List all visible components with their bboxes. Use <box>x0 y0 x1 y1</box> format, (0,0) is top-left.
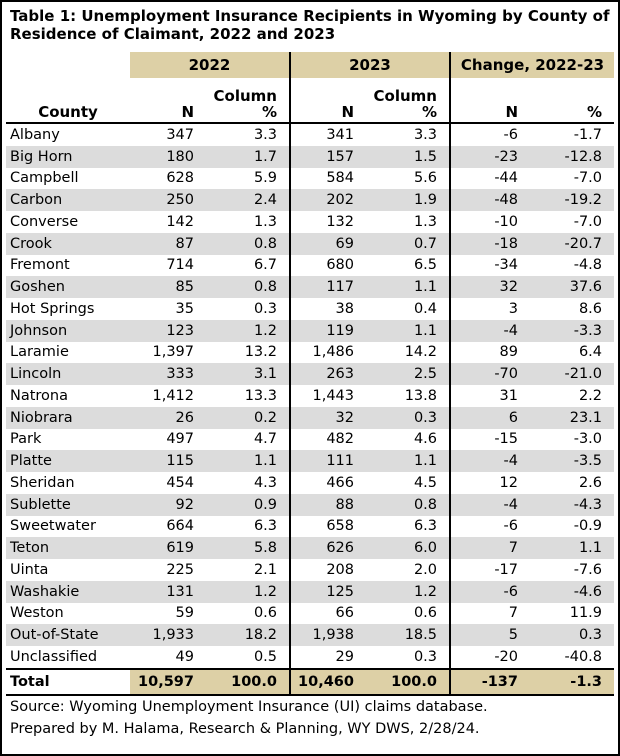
column-pct-2022-header <box>210 78 290 123</box>
change-pct-cell: 23.1 <box>534 407 614 429</box>
pct-2022-cell: 1.2 <box>210 581 290 603</box>
pct-2022-cell: 3.3 <box>253 126 277 143</box>
n-2022-cell: 26 <box>130 407 210 429</box>
county-cell: Natrona <box>10 387 69 404</box>
pct-2022-cell: 0.3 <box>253 300 277 317</box>
change-pct-cell: -19.2 <box>534 189 614 211</box>
change-n-cell: 7 <box>450 603 534 625</box>
change-pct-cell: -21.0 <box>534 363 614 385</box>
pct-2022-cell: 0.9 <box>210 494 290 516</box>
pct-2022-cell: 1.7 <box>210 146 290 168</box>
total-change-pct: -1.3 <box>534 669 614 695</box>
table-row <box>6 494 614 516</box>
county-cell: Laramie <box>10 344 69 361</box>
change-pct-cell: 2.2 <box>578 387 603 404</box>
change-n-cell: -4 <box>450 450 534 472</box>
pct-2022-cell: 0.8 <box>210 233 290 255</box>
change-n-cell: -6 <box>450 581 534 603</box>
pct-2023-cell: 1.9 <box>370 189 450 211</box>
table-row <box>6 624 614 646</box>
table-row <box>6 255 614 277</box>
county-cell: Sheridan <box>10 474 75 491</box>
n-2022-cell: 85 <box>130 276 210 298</box>
change-n-cell: 31 <box>450 385 534 407</box>
total-change-n: -137 <box>450 669 534 695</box>
county-column-header: County <box>6 78 130 123</box>
county-cell: Uinta <box>10 561 49 578</box>
pct-2022-cell: 0.6 <box>253 605 277 622</box>
pct-2023-cell: 1.1 <box>370 276 450 298</box>
change-pct-cell: 0.3 <box>534 624 614 646</box>
change-n-cell: -17 <box>450 559 534 581</box>
pct-2023-cell: 1.3 <box>413 213 437 230</box>
n-2023-cell: 32 <box>290 407 370 429</box>
pct-2023-cell: 1.1 <box>370 450 450 472</box>
n-2022-cell: 225 <box>166 561 194 578</box>
change-n-header: N <box>450 78 534 123</box>
change-pct-cell: -7.0 <box>573 170 603 187</box>
county-cell: Niobrara <box>6 407 130 429</box>
column-header-row <box>6 78 614 123</box>
n-2023-cell: 38 <box>290 298 370 320</box>
total-row <box>6 669 614 695</box>
change-pct-cell: 1.1 <box>534 537 614 559</box>
change-pct-cell: -1.7 <box>573 126 603 143</box>
pct-2022-cell: 0.8 <box>210 276 290 298</box>
pct-2023-cell: 6.5 <box>413 257 437 274</box>
group-header-blank <box>6 52 130 78</box>
table-title: Table 1: Unemployment Insurance Recipients in Wyoming by County of Residence of Claimant, 2022 and 2023 <box>10 7 610 43</box>
change-n-cell: -10 <box>450 211 534 233</box>
n-2023-cell: 1,938 <box>290 624 370 646</box>
n-2022-cell: 115 <box>130 450 210 472</box>
n-2023-cell: 66 <box>290 603 370 625</box>
pct-2022-cell: 3.1 <box>210 363 290 385</box>
change-pct-cell: 37.6 <box>534 276 614 298</box>
n-2023-cell: 117 <box>290 276 370 298</box>
n-2022-cell: 35 <box>175 300 194 317</box>
change-pct-cell: -4.6 <box>534 581 614 603</box>
county-cell: Washakie <box>6 581 130 603</box>
table-row <box>6 363 614 385</box>
change-n-cell: 32 <box>450 276 534 298</box>
change-n-cell: 12 <box>450 472 534 494</box>
total-pct-2022: 100.0 <box>210 669 290 695</box>
group-header-change: Change, 2022-23 <box>450 52 614 78</box>
n-2023-cell: 111 <box>290 450 370 472</box>
change-pct-cell: -3.3 <box>534 320 614 342</box>
pct-2022-cell: 0.5 <box>253 648 277 665</box>
change-pct-cell: -12.8 <box>534 146 614 168</box>
table-row <box>6 342 614 364</box>
n-2022-cell: 142 <box>166 213 194 230</box>
county-cell: Carbon <box>6 189 130 211</box>
n-2023-cell: 208 <box>290 559 370 581</box>
column-pct-symbol: % <box>421 103 437 121</box>
n-2022-cell: 1,397 <box>152 344 194 361</box>
n-2022-cell: 131 <box>130 581 210 603</box>
change-pct-cell: 6.4 <box>578 344 603 361</box>
county-cell: Weston <box>10 605 64 622</box>
column-pct-2023-header <box>370 78 450 123</box>
pct-2023-cell: 0.7 <box>370 233 450 255</box>
table-row <box>6 123 614 146</box>
n-2022-cell: 180 <box>130 146 210 168</box>
n-2023-cell: 202 <box>290 189 370 211</box>
n-2023-cell: 584 <box>290 168 370 190</box>
table-row <box>6 407 614 429</box>
pct-2023-cell: 0.4 <box>413 300 437 317</box>
n-2023-cell: 263 <box>290 363 370 385</box>
n-2023-cell: 157 <box>290 146 370 168</box>
source-note <box>10 696 610 740</box>
n-2022-cell: 619 <box>130 537 210 559</box>
column-pct-label: Column <box>373 87 437 105</box>
county-cell: Hot Springs <box>10 300 95 317</box>
total-pct-2023: 100.0 <box>370 669 450 695</box>
source-line: Source: Wyoming Unemployment Insurance (UI) claims database. <box>10 699 488 715</box>
n-2023-cell: 626 <box>290 537 370 559</box>
change-pct-cell: -3.0 <box>573 431 603 448</box>
n-2023-cell: 1,486 <box>290 342 370 364</box>
n-2022-cell: 123 <box>130 320 210 342</box>
change-pct-cell: -7.0 <box>573 213 603 230</box>
pct-2022-cell: 13.2 <box>244 344 277 361</box>
prepared-by-line: Prepared by M. Halama, Research & Planning, WY DWS, 2/28/24. <box>10 721 480 737</box>
n-2022-cell: 454 <box>166 474 194 491</box>
n-2023-cell: 69 <box>290 233 370 255</box>
pct-2023-cell: 1.2 <box>370 581 450 603</box>
n-2023-cell: 88 <box>290 494 370 516</box>
pct-2022-cell: 13.3 <box>244 387 277 404</box>
table-row <box>6 472 614 494</box>
pct-2023-cell: 0.3 <box>370 407 450 429</box>
total-n-2022: 10,597 <box>130 669 210 695</box>
n-2023-cell: 119 <box>290 320 370 342</box>
pct-2023-cell: 18.5 <box>370 624 450 646</box>
table-row <box>6 146 614 168</box>
n-2023-header: N <box>290 78 370 123</box>
n-2022-cell: 92 <box>130 494 210 516</box>
n-2022-header: N <box>130 78 210 123</box>
change-n-cell: 6 <box>450 407 534 429</box>
county-cell: Teton <box>6 537 130 559</box>
change-n-cell: 89 <box>450 342 534 364</box>
n-2022-cell: 250 <box>130 189 210 211</box>
pct-2023-cell: 2.0 <box>413 561 437 578</box>
change-n-cell: -20 <box>450 646 534 669</box>
table-row <box>6 320 614 342</box>
county-cell: Park <box>10 431 42 448</box>
n-2022-cell: 59 <box>175 605 194 622</box>
table-row <box>6 646 614 669</box>
pct-2023-cell: 0.3 <box>413 648 437 665</box>
pct-2023-cell: 1.1 <box>370 320 450 342</box>
table-row <box>6 385 614 407</box>
change-pct-cell: 8.6 <box>578 300 603 317</box>
change-n-cell: -48 <box>450 189 534 211</box>
table-row <box>6 516 614 538</box>
n-2022-cell: 628 <box>166 170 194 187</box>
n-2023-cell: 132 <box>290 211 370 233</box>
total-n-2023: 10,460 <box>290 669 370 695</box>
change-n-cell: -70 <box>450 363 534 385</box>
group-header-2023: 2023 <box>290 52 450 78</box>
unemployment-table <box>6 52 614 696</box>
change-n-cell: -44 <box>450 168 534 190</box>
change-n-cell: -15 <box>450 429 534 451</box>
county-cell: Albany <box>10 126 60 143</box>
n-2023-cell: 125 <box>290 581 370 603</box>
table-row <box>6 233 614 255</box>
table-row <box>6 450 614 472</box>
table-row <box>6 581 614 603</box>
pct-2023-cell: 1.5 <box>370 146 450 168</box>
pct-2023-cell: 6.3 <box>413 518 437 535</box>
change-pct-cell: -4.8 <box>573 257 603 274</box>
n-2022-cell: 664 <box>166 518 194 535</box>
pct-2022-cell: 0.2 <box>210 407 290 429</box>
change-pct-cell: -0.9 <box>573 518 603 535</box>
n-2023-cell: 658 <box>290 516 370 538</box>
pct-2023-cell: 5.6 <box>413 170 437 187</box>
pct-2022-cell: 5.9 <box>253 170 277 187</box>
n-2023-cell: 680 <box>290 255 370 277</box>
pct-2022-cell: 6.7 <box>253 257 277 274</box>
change-n-cell: 7 <box>450 537 534 559</box>
change-n-cell: -34 <box>450 255 534 277</box>
n-2022-cell: 49 <box>175 648 194 665</box>
change-pct-header: % <box>534 78 614 123</box>
change-n-cell: -4 <box>450 494 534 516</box>
table-row <box>6 537 614 559</box>
change-n-cell: -4 <box>450 320 534 342</box>
change-n-cell: 3 <box>450 298 534 320</box>
change-n-cell: -23 <box>450 146 534 168</box>
county-cell: Unclassified <box>10 648 98 665</box>
county-cell: Sweetwater <box>10 518 96 535</box>
change-pct-cell: -20.7 <box>534 233 614 255</box>
change-pct-cell: 2.6 <box>578 474 603 491</box>
pct-2022-cell: 2.1 <box>253 561 277 578</box>
pct-2023-cell: 0.8 <box>370 494 450 516</box>
n-2022-cell: 347 <box>166 126 194 143</box>
pct-2023-cell: 0.6 <box>413 605 437 622</box>
group-header-row <box>6 52 614 78</box>
column-pct-symbol: % <box>261 103 277 121</box>
pct-2022-cell: 5.8 <box>210 537 290 559</box>
n-2023-cell: 482 <box>290 429 370 451</box>
n-2022-cell: 1,933 <box>130 624 210 646</box>
county-cell: Johnson <box>6 320 130 342</box>
n-2022-cell: 1,412 <box>152 387 194 404</box>
county-cell: Out-of-State <box>6 624 130 646</box>
n-2022-cell: 714 <box>166 257 194 274</box>
pct-2022-cell: 4.3 <box>253 474 277 491</box>
n-2022-cell: 87 <box>130 233 210 255</box>
county-cell: Sublette <box>6 494 130 516</box>
n-2022-cell: 333 <box>130 363 210 385</box>
table-row <box>6 603 614 625</box>
n-2023-cell: 466 <box>290 472 370 494</box>
table-row <box>6 276 614 298</box>
change-pct-cell: -7.6 <box>573 561 603 578</box>
total-label: Total <box>6 669 130 695</box>
table-body <box>6 123 614 669</box>
pct-2023-cell: 4.5 <box>413 474 437 491</box>
pct-2022-cell: 1.3 <box>253 213 277 230</box>
pct-2023-cell: 14.2 <box>404 344 437 361</box>
group-header-2022: 2022 <box>130 52 290 78</box>
pct-2023-cell: 13.8 <box>404 387 437 404</box>
pct-2022-cell: 1.1 <box>210 450 290 472</box>
change-n-cell: -6 <box>450 516 534 538</box>
n-2023-cell: 29 <box>290 646 370 669</box>
change-n-cell: 5 <box>450 624 534 646</box>
county-cell: Converse <box>10 213 79 230</box>
n-2023-cell: 1,443 <box>290 385 370 407</box>
pct-2022-cell: 1.2 <box>210 320 290 342</box>
county-cell: Fremont <box>10 257 70 274</box>
county-cell: Lincoln <box>6 363 130 385</box>
change-pct-cell: -4.3 <box>534 494 614 516</box>
n-2023-cell: 341 <box>290 123 370 146</box>
change-pct-cell: 11.9 <box>569 605 603 622</box>
county-cell: Crook <box>6 233 130 255</box>
change-pct-cell: -3.5 <box>534 450 614 472</box>
county-cell: Goshen <box>6 276 130 298</box>
county-cell: Campbell <box>10 170 79 187</box>
pct-2023-cell: 4.6 <box>413 431 437 448</box>
table-row <box>6 298 614 320</box>
table-row <box>6 168 614 190</box>
pct-2022-cell: 6.3 <box>253 518 277 535</box>
table-row <box>6 559 614 581</box>
county-cell: Platte <box>6 450 130 472</box>
pct-2022-cell: 18.2 <box>210 624 290 646</box>
change-n-cell: -18 <box>450 233 534 255</box>
change-pct-cell: -40.8 <box>564 648 603 665</box>
n-2022-cell: 497 <box>166 431 194 448</box>
pct-2023-cell: 6.0 <box>370 537 450 559</box>
pct-2022-cell: 2.4 <box>210 189 290 211</box>
pct-2022-cell: 4.7 <box>253 431 277 448</box>
table-row <box>6 429 614 451</box>
table-row <box>6 189 614 211</box>
change-n-cell: -6 <box>450 123 534 146</box>
column-pct-label: Column <box>213 87 277 105</box>
pct-2023-cell: 3.3 <box>413 126 437 143</box>
county-cell: Big Horn <box>6 146 130 168</box>
table-row <box>6 211 614 233</box>
pct-2023-cell: 2.5 <box>370 363 450 385</box>
